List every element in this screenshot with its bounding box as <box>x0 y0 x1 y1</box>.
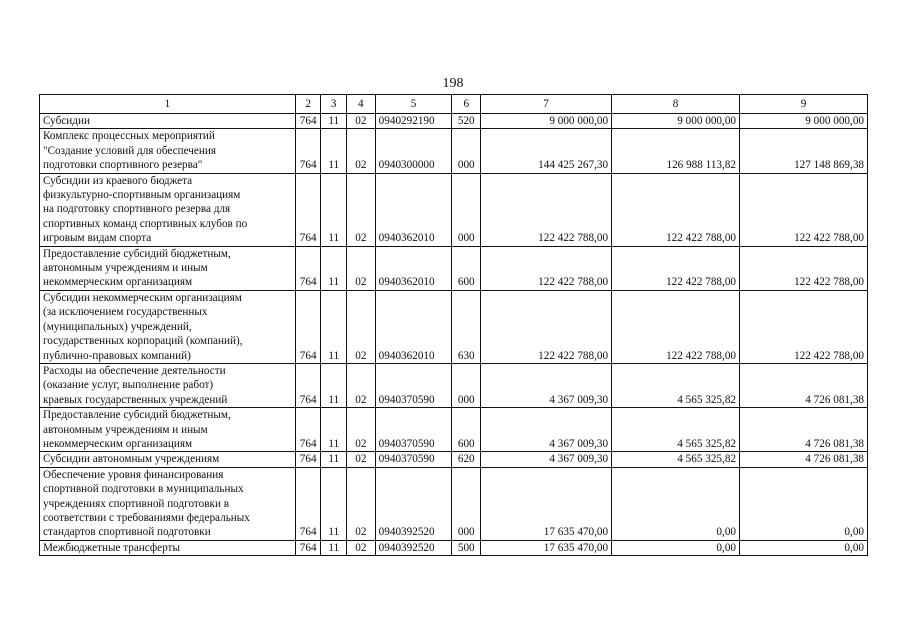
expense-name: Межбюджетные трансферты <box>40 540 296 555</box>
ministry-code: 764 <box>295 290 321 363</box>
subsection-code: 02 <box>347 129 376 173</box>
subsection-code: 02 <box>347 246 376 290</box>
target-article-code: 0940292190 <box>375 114 452 129</box>
expense-name: Расходы на обеспечение деятельности (оказание услуг, выполнение работ) краевых государственных учреждений <box>40 363 296 407</box>
amount-col-8: 126 988 113,82 <box>612 129 740 173</box>
amount-col-9: 122 422 788,00 <box>740 246 868 290</box>
amount-col-8: 4 565 325,82 <box>612 408 740 452</box>
amount-col-9: 122 422 788,00 <box>740 290 868 363</box>
amount-col-8: 4 565 325,82 <box>612 363 740 407</box>
ministry-code: 764 <box>295 540 321 555</box>
target-article-code: 0940362010 <box>375 246 452 290</box>
amount-col-7: 122 422 788,00 <box>481 173 612 246</box>
target-article-code: 0940392520 <box>375 467 452 540</box>
amount-col-9: 4 726 081,38 <box>740 452 868 467</box>
amount-col-7: 4 367 009,30 <box>481 363 612 407</box>
table-row <box>40 173 868 246</box>
target-article-code: 0940392520 <box>375 540 452 555</box>
target-article-code: 0940370590 <box>375 452 452 467</box>
expense-name: Субсидии из краевого бюджета физкультурно-спортивным организациям на подготовку спортивного резерва для спортивных команд спортивных клубов по игровым видам спорта <box>40 173 296 246</box>
expense-name: Субсидии <box>40 114 296 129</box>
page-number: 198 <box>442 76 464 91</box>
header-cell: 9 <box>740 95 868 114</box>
header-row <box>40 95 868 114</box>
amount-col-7: 122 422 788,00 <box>481 290 612 363</box>
expense-type-code: 000 <box>452 363 481 407</box>
section-code: 11 <box>321 452 347 467</box>
table-row <box>40 290 868 363</box>
expense-name: Субсидии автономным учреждениям <box>40 452 296 467</box>
amount-col-9: 4 726 081,38 <box>740 408 868 452</box>
ministry-code: 764 <box>295 467 321 540</box>
amount-col-8: 4 565 325,82 <box>612 452 740 467</box>
amount-col-9: 0,00 <box>740 467 868 540</box>
section-code: 11 <box>321 129 347 173</box>
amount-col-7: 144 425 267,30 <box>481 129 612 173</box>
section-code: 11 <box>321 363 347 407</box>
ministry-code: 764 <box>295 408 321 452</box>
subsection-code: 02 <box>347 173 376 246</box>
ministry-code: 764 <box>295 246 321 290</box>
ministry-code: 764 <box>295 452 321 467</box>
amount-col-7: 4 367 009,30 <box>481 408 612 452</box>
subsection-code: 02 <box>347 290 376 363</box>
header-cell: 7 <box>481 95 612 114</box>
section-code: 11 <box>321 246 347 290</box>
target-article-code: 0940300000 <box>375 129 452 173</box>
header-cell: 1 <box>40 95 296 114</box>
section-code: 11 <box>321 408 347 452</box>
amount-col-9: 4 726 081,38 <box>740 363 868 407</box>
subsection-code: 02 <box>347 467 376 540</box>
target-article-code: 0940370590 <box>375 363 452 407</box>
amount-col-7: 9 000 000,00 <box>481 114 612 129</box>
subsection-code: 02 <box>347 452 376 467</box>
table-row <box>40 467 868 540</box>
table-row <box>40 540 868 555</box>
section-code: 11 <box>321 467 347 540</box>
target-article-code: 0940362010 <box>375 173 452 246</box>
amount-col-7: 17 635 470,00 <box>481 467 612 540</box>
expense-type-code: 600 <box>452 246 481 290</box>
expense-name: Комплекс процессных мероприятий "Создание условий для обеспечения подготовки спортивного резерва" <box>40 129 296 173</box>
expense-name: Предоставление субсидий бюджетным, автономным учреждениям и иным некоммерческим организациям <box>40 246 296 290</box>
amount-col-8: 122 422 788,00 <box>612 246 740 290</box>
table-row <box>40 363 868 407</box>
amount-col-9: 127 148 869,38 <box>740 129 868 173</box>
header-cell: 3 <box>321 95 347 114</box>
table-row <box>40 408 868 452</box>
expense-name: Обеспечение уровня финансирования спортивной подготовки в муниципальных учреждениях спортивной подготовки в соответствии с требованиями федеральных стандартов спортивной подготовки <box>40 467 296 540</box>
expense-type-code: 500 <box>452 540 481 555</box>
amount-col-9: 0,00 <box>740 540 868 555</box>
table-row <box>40 452 868 467</box>
header-cell: 2 <box>295 95 321 114</box>
subsection-code: 02 <box>347 363 376 407</box>
header-cell: 5 <box>375 95 452 114</box>
amount-col-8: 0,00 <box>612 467 740 540</box>
amount-col-8: 0,00 <box>612 540 740 555</box>
amount-col-7: 4 367 009,30 <box>481 452 612 467</box>
budget-table <box>39 94 868 556</box>
section-code: 11 <box>321 114 347 129</box>
amount-col-8: 122 422 788,00 <box>612 173 740 246</box>
expense-type-code: 000 <box>452 467 481 540</box>
subsection-code: 02 <box>347 540 376 555</box>
header-cell: 8 <box>612 95 740 114</box>
expense-type-code: 600 <box>452 408 481 452</box>
expense-type-code: 520 <box>452 114 481 129</box>
expense-name: Субсидии некоммерческим организациям (за исключением государственных (муниципальных) учреждений, государственных корпораций (компаний), публично-правовых компаний) <box>40 290 296 363</box>
section-code: 11 <box>321 540 347 555</box>
target-article-code: 0940362010 <box>375 290 452 363</box>
expense-type-code: 620 <box>452 452 481 467</box>
target-article-code: 0940370590 <box>375 408 452 452</box>
amount-col-8: 122 422 788,00 <box>612 290 740 363</box>
amount-col-7: 122 422 788,00 <box>481 246 612 290</box>
amount-col-9: 9 000 000,00 <box>740 114 868 129</box>
table-row <box>40 114 868 129</box>
table-row <box>40 246 868 290</box>
section-code: 11 <box>321 290 347 363</box>
ministry-code: 764 <box>295 114 321 129</box>
expense-type-code: 000 <box>452 173 481 246</box>
ministry-code: 764 <box>295 173 321 246</box>
header-cell: 4 <box>347 95 376 114</box>
amount-col-8: 9 000 000,00 <box>612 114 740 129</box>
section-code: 11 <box>321 173 347 246</box>
ministry-code: 764 <box>295 129 321 173</box>
amount-col-9: 122 422 788,00 <box>740 173 868 246</box>
subsection-code: 02 <box>347 408 376 452</box>
table-row <box>40 129 868 173</box>
expense-type-code: 630 <box>452 290 481 363</box>
subsection-code: 02 <box>347 114 376 129</box>
ministry-code: 764 <box>295 363 321 407</box>
expense-type-code: 000 <box>452 129 481 173</box>
amount-col-7: 17 635 470,00 <box>481 540 612 555</box>
header-cell: 6 <box>452 95 481 114</box>
expense-name: Предоставление субсидий бюджетным, автономным учреждениям и иным некоммерческим организациям <box>40 408 296 452</box>
